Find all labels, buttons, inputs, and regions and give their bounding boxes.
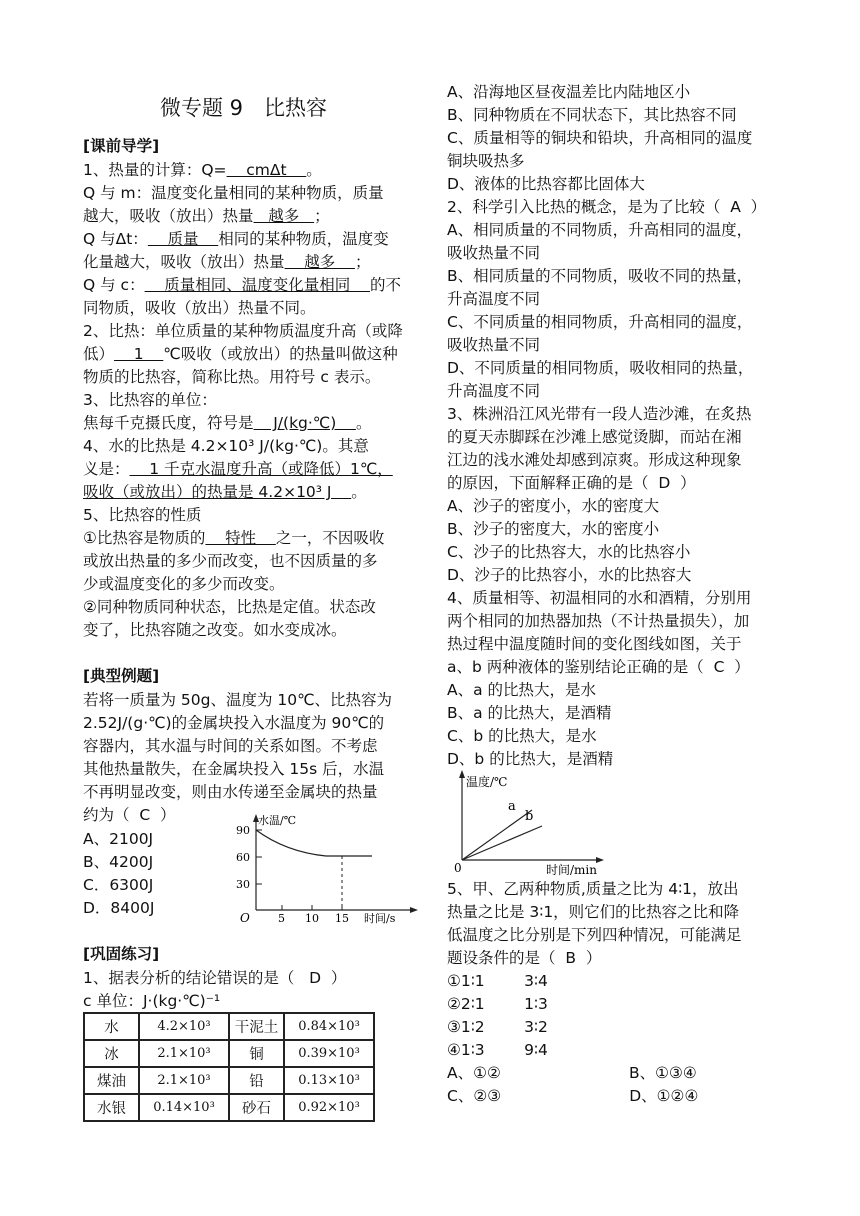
answer-blank: J/(kg·℃) [253,414,356,432]
text-span: 5、比热容的性质 [83,506,202,524]
text-span: 其他热量散失，在金属块投入 15s 后，水温 [83,760,385,778]
right-text-line [447,703,612,723]
text-span: 或放出热量的多少而改变，也不因质量的多 [83,552,378,570]
right-text-line [447,680,596,700]
left-text-line [83,875,153,895]
text-span: 同物质，吸收（放出）热量不同。 [83,299,316,317]
text-span: A、2100J [83,830,154,848]
right-text-line [447,289,540,309]
left-text-line [83,805,176,825]
text-span: Q 与Δt： [83,230,148,248]
text-span: B、同种物质在不同状态下，其比热容不同 [447,106,737,124]
text-span: A、a 的比热大，是水 [447,681,597,699]
left-text-line [83,367,380,387]
water-chart-xtick-5: 5 [278,912,285,925]
text-span: C、不同质量的相同物质，升高相同的温度， [447,313,753,331]
text-span: 吸收热量不同 [447,244,541,262]
text-span: 5、甲、乙两种物质,质量之比为 4∶1，放出 [447,880,739,898]
right-text-line [447,565,691,585]
right-text-line [447,128,752,148]
text-span: 3、比热容的单位： [83,391,217,409]
right-text-line [447,879,738,899]
substance-cell: 铜 [229,1040,284,1067]
left-text-line [83,275,401,295]
text-span: 1、热量的计算：Q= [83,161,227,179]
text-span: 不再明显改变，则由水传递至金属块的热量 [83,783,378,801]
substance-cell: 铅 [229,1067,284,1094]
text-span: A、①② B、①③④ [447,1064,697,1082]
right-text-line [447,994,548,1014]
right-text-line [447,151,525,171]
left-text-line [83,597,376,617]
text-span: 低温度之比分别是下列四种情况，可能满足 [447,926,742,944]
left-text-line [83,206,330,226]
right-text-line [447,634,742,654]
section-heading: [典型例题] [83,667,160,685]
water-chart-origin: O [240,911,250,925]
answer-blank: 吸收（或放出）的热量是 4.2×10³ J [83,483,352,501]
text-span: 越大，吸收（放出）热量 [83,207,254,225]
left-text-line [83,713,384,733]
left-text-line [83,390,217,410]
right-text-line [447,925,742,945]
text-span: 题设条件的是（ B ） [447,949,602,967]
right-text-line [447,971,548,991]
right-text-line [447,473,696,493]
left-text-line [83,505,201,525]
text-span: 之一，不因吸收 [275,529,385,547]
right-text-line [447,197,766,217]
left-text-line [83,459,393,479]
text-span: 约为（ C ） [83,806,176,824]
text-span: 升高温度不同 [447,382,541,400]
left-text-line [83,528,384,548]
text-span: 变了，比热容随之改变。如水变成冰。 [83,621,347,639]
section-heading: [巩固练习] [83,945,160,963]
right-text-line [447,948,601,968]
value-cell: 0.92×10³ [284,1094,374,1121]
text-span: 低） [83,345,115,363]
text-span: c 单位：J·(kg·℃)⁻¹ [83,992,221,1010]
substance-cell: 砂石 [229,1094,284,1121]
right-text-line [447,749,613,769]
right-text-line [447,358,753,378]
right-text-line [447,312,752,332]
text-span: ③1∶2 3∶2 [447,1018,548,1036]
water-chart-xtick-15: 15 [335,912,349,925]
text-span: 铜块吸热多 [447,152,525,170]
left-text-line [83,436,369,456]
text-span: 两个相同的加热器加热（不计热量损失），加 [447,612,750,630]
left-text-line [83,898,154,918]
page-title: 微专题 9 比热容 [160,96,328,120]
right-text-line [447,450,742,470]
ab-chart-line-a: a [508,799,516,814]
water-chart-xlabel: 时间/s [364,912,396,925]
water-chart-ylabel: 水温/℃ [258,814,297,827]
text-span: ①比热容是物质的 [83,529,206,547]
value-cell: 0.84×10³ [284,1013,374,1040]
water-chart-ytick-30: 30 [236,878,250,891]
left-text-line [83,413,371,433]
text-span: 2.52J/(g·℃)的金属块投入水温度为 90℃的 [83,714,385,732]
water-temp-chart [226,810,426,925]
left-text-line [83,690,392,710]
left-text-line [83,968,346,988]
left-text-line [83,321,403,341]
text-span: D、液体的比热容都比固体大 [447,175,645,193]
text-span: B、4200J [83,853,154,871]
right-text-line [447,105,737,125]
left-text-line [83,183,384,203]
value-cell: 0.14×10³ [139,1094,229,1121]
text-span: 升高温度不同 [447,290,541,308]
right-text-line [447,902,739,922]
text-span: B、沙子的密度大，水的密度小 [447,520,660,538]
text-span: A、相同质量的不同物质，升高相同的温度， [447,221,753,239]
left-text-line [83,759,384,779]
left-text-line [83,482,367,502]
ab-heating-chart [450,768,610,880]
value-cell: 2.1×10³ [139,1067,229,1094]
value-cell: 2.1×10³ [139,1040,229,1067]
table-row [84,1094,374,1121]
text-span: C、②③ D、①②④ [447,1087,699,1105]
text-span: B、a 的比热大，是酒精 [447,704,612,722]
text-span: A、沿海地区昼夜温差比内陆地区小 [447,83,691,101]
text-span: B、相同质量的不同物质，吸收不同的热量， [447,267,753,285]
text-span: C、沙子的比热容大，水的比热容小 [447,543,691,561]
right-text-line [447,657,750,677]
right-text-line [447,1063,697,1083]
table-row [84,1067,374,1094]
text-span: D、b 的比热大，是酒精 [447,750,614,768]
right-text-line [447,519,659,539]
text-span: 2、比热：单位质量的某种物质温度升高（或降 [83,322,403,340]
right-text-line [447,588,751,608]
text-span: 的不 [370,276,402,294]
left-text-line [83,991,220,1011]
text-span: 。 [306,161,322,179]
ab-chart-line-b: b [525,809,534,824]
left-text-line [83,829,153,849]
left-text-line [83,782,378,802]
text-span: C．6300J [83,876,154,894]
value-cell: 0.13×10³ [284,1067,374,1094]
answer-blank: 1 [114,345,164,363]
text-span: ； [354,253,371,271]
substance-cell: 煤油 [84,1067,139,1094]
right-text-line [447,427,742,447]
text-span: C、b 的比热大，是水 [447,727,597,745]
substance-cell: 水 [84,1013,139,1040]
text-span: C、质量相等的铜块和铅块，升高相同的温度 [447,129,753,147]
right-text-line [447,542,690,562]
value-cell: 0.39×10³ [284,1040,374,1067]
text-span: D、沙子的比热容小，水的比热容大 [447,566,692,584]
text-span: 化量越大，吸收（放出）热量 [83,253,285,271]
text-span: A、沙子的密度小，水的密度大 [447,497,660,515]
answer-blank: 越多 [284,253,355,271]
left-text-line [83,852,153,872]
right-text-line [447,1017,548,1037]
specific-heat-table [83,1012,375,1122]
left-text-line [83,574,285,594]
text-span: D、不同质量的相同物质，吸收相同的热量， [447,359,754,377]
text-span: 4、水的比热是 4.2×10³ J/(kg·℃)。其意 [83,437,369,455]
text-span: 江边的浅水滩处却感到凉爽。形成这种现象 [447,451,742,469]
text-span: Q 与 c： [83,276,145,294]
text-span: 物质的比热容，简称比热。用符号 c 表示。 [83,368,381,386]
text-span: ①1∶1 3∶4 [447,972,548,990]
right-text-line [447,381,540,401]
left-text-line [83,252,370,272]
right-text-line [447,243,540,263]
value-cell: 4.2×10³ [139,1013,229,1040]
right-text-line [447,82,690,102]
text-span: a、b 两种液体的鉴别结论正确的是（ C ） [447,658,750,676]
right-text-line [447,1040,548,1060]
table-row [84,1040,374,1067]
text-span: 。 [355,414,372,432]
text-span: 3、株洲沿江风光带有一段人造沙滩，在炙热 [447,405,752,423]
water-chart-ytick-60: 60 [236,851,250,864]
substance-cell: 水银 [84,1094,139,1121]
left-text-line [83,736,378,756]
table-row [84,1013,374,1040]
text-span: ④1∶3 9∶4 [447,1041,548,1059]
water-chart-xtick-10: 10 [305,912,319,925]
text-span: 的原因，下面解释正确的是（ D ） [447,474,696,492]
right-text-line [447,611,749,631]
right-text-line [447,335,540,355]
text-span: 1、据表分析的结论错误的是（ D ） [83,969,347,987]
answer-blank: 质量相同、温度变化量相同 [144,276,370,294]
left-text-line [83,160,322,180]
answer-blank: 质量 [147,230,219,248]
text-span: ②2∶1 1∶3 [447,995,548,1013]
answer-blank: 特性 [205,529,276,547]
substance-cell: 干泥土 [229,1013,284,1040]
text-span: 4、质量相等、初温相同的水和酒精，分别用 [447,589,752,607]
right-text-line [447,1086,698,1106]
left-text-line [83,298,316,318]
text-span: ℃吸收（或放出）的热量叫做这种 [163,345,398,363]
answer-blank: 1 千克水温度升高（或降低）1℃， [129,460,393,478]
text-span: D．8400J [83,899,155,917]
answer-blank: 越多 [253,207,315,225]
right-text-line [447,404,751,424]
text-span: 少或温度变化的多少而改变。 [83,575,285,593]
text-span: 。 [351,483,367,501]
text-span: 吸收热量不同 [447,336,541,354]
left-text-line [83,620,347,640]
left-text-line [83,551,378,571]
water-chart-ytick-90: 90 [236,824,250,837]
text-span: Q 与 m：温度变化量相同的某种物质，质量 [83,184,384,202]
section-heading: [课前导学] [83,137,160,155]
substance-cell: 冰 [84,1040,139,1067]
text-span: 热量之比是 3∶1，则它们的比热容之比和降 [447,903,740,921]
text-span: ； [314,207,330,225]
answer-blank: cmΔt [226,161,307,179]
left-text-line [83,344,398,364]
text-span: 相同的某种物质，温度变 [218,230,389,248]
right-text-line [447,220,752,240]
text-span: 焦每千克摄氏度，符号是 [83,414,254,432]
left-text-line [83,229,389,249]
text-span: 若将一质量为 50g、温度为 10℃、比热容为 [83,691,393,709]
text-span: 的夏天赤脚踩在沙滩上感觉烫脚，而站在湘 [447,428,742,446]
ab-chart-ylabel: 温度/℃ [466,775,508,789]
text-span: 热过程中温度随时间的变化图线如图，关于 [447,635,742,653]
right-text-line [447,496,659,516]
right-text-line [447,266,752,286]
ab-chart-xlabel: 时间/min [546,863,597,877]
text-span: 容器内，其水温与时间的关系如图。不考虑 [83,737,378,755]
right-text-line [447,726,597,746]
right-text-line [447,174,645,194]
text-span: 2、科学引入比热的概念，是为了比较（ A ） [447,198,767,216]
text-span: 义是： [83,460,130,478]
text-span: ②同种物质同种状态，比热是定值。状态改 [83,598,376,616]
ab-chart-origin: 0 [454,861,462,875]
